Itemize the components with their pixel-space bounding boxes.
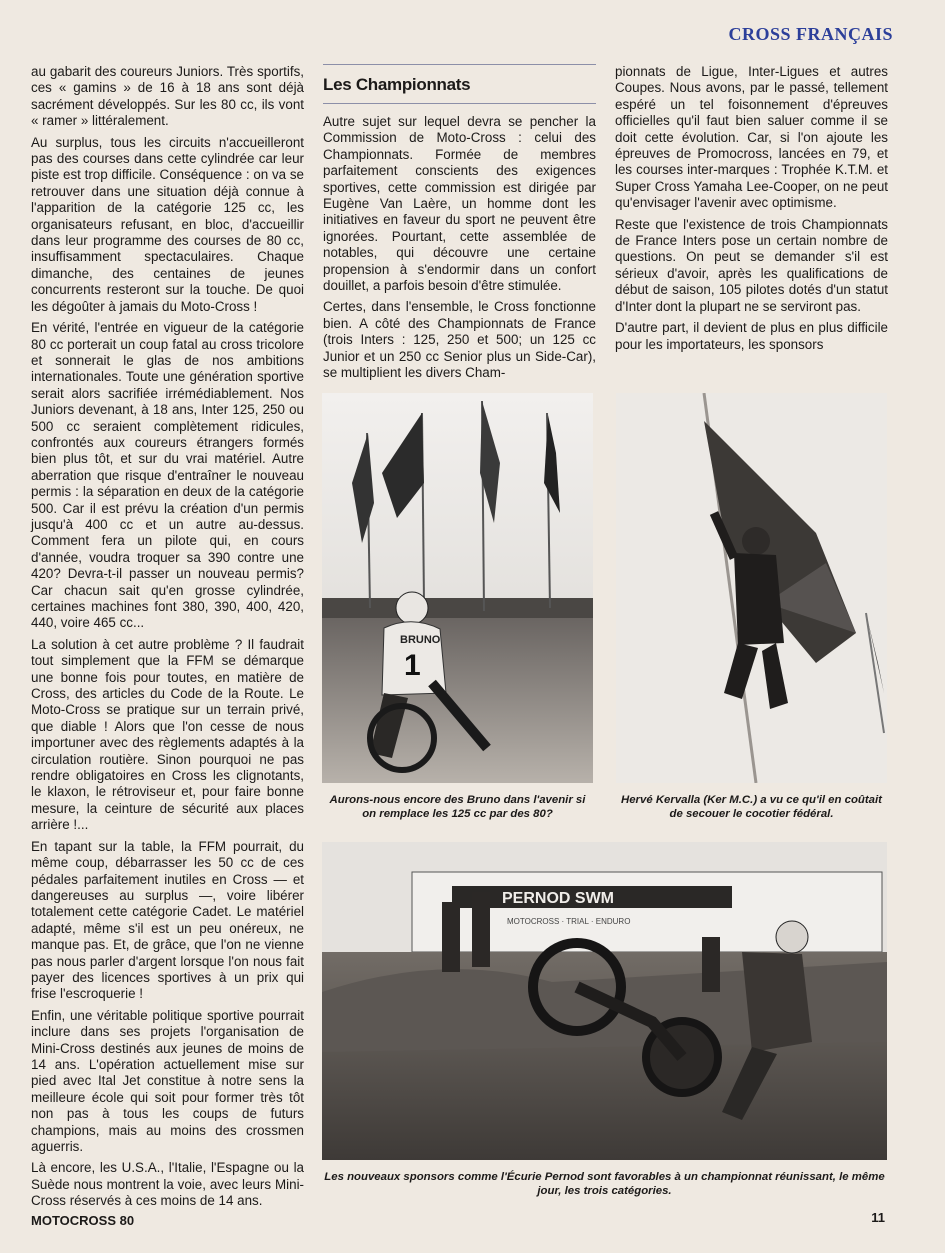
truck-subtext: MOTOCROSS · TRIAL · ENDURO <box>507 917 631 926</box>
article-column-1 <box>31 64 304 1215</box>
paragraph: Certes, dans l'ensemble, le Cross fonctionne bien. A côté des Championnats de France (trois Inters : 125, 250 et 500; un 125 cc Junior et un 250 cc Senior plus un Side-Car), se multiplient les divers Cham- <box>323 299 596 381</box>
paragraph: En vérité, l'entrée en vigueur de la catégorie 80 cc porterait un coup fatal au cross tricolore et sonnerait le glas de nos ambitions internationales. Toute une génération sportive serait alors sacrifiée irrémédiablement. Nos Juniors devenant, à 18 ans, Inter 125, 250 ou 500 cc seraient complètement ridicules, confrontés aux coureurs étrangers formés bien plus tôt, et sur du vrai matériel. Autre aberration que risque d'entraîner le nouveau permis : la séparation en deux de la catégorie 500. Car il est prévu la création d'un permis jusqu'à 400 cc et un autre au-dessus. Comment fera un pilote qui, en cours d'année, voudra troquer sa 390 contre une 420? Devra-t-il passer un nouveau permis? Car chacun sait qu'en grosse cylindrée, certaines machines font 380, 390, 400, 420, 440, voire 465 cc... <box>31 320 304 631</box>
paragraph: Au surplus, tous les circuits n'accueilleront pas des courses dans cette cylindrée car leur piste est trop difficile. Conséquence : on va se retrouver dans une situation déjà connue à l'apparition de la catégorie 125 cc, les organisateurs refusant, en bloc, d'accueillir dans leur programme des courses de 80 cc, insuffisamment spectaculaires. Chaque dimanche, des centaines de jeunes concurrents resteront sur la touche. De quoi les dégoûter à jamais du Moto-Cross ! <box>31 134 304 314</box>
photo-rider-bruno <box>322 393 593 783</box>
section-heading: Les Championnats <box>323 75 471 94</box>
photo-flagpole-climber <box>616 393 887 783</box>
photo-pernod-wheelie <box>322 842 887 1160</box>
paragraph: La solution à cet autre problème ? Il faudrait tout simplement que la FFM se démarque une bonne fois pour toutes, en matière de Cross, des articles du Code de la Route. Le Moto-Cross se pratique sur un terrain privé, que diable ! Alors que l'on cesse de nous importuner avec des règlements adaptés à la circulation routière. Sinon pourquoi ne pas rendre obligatoires en Cross les clignotants, le klaxon, le rétroviseur et, pour faire bonne mesure, la ceinture de sécurité aux places arrière !... <box>31 636 304 833</box>
article-column-2 <box>323 114 596 387</box>
paragraph: Là encore, les U.S.A., l'Italie, l'Espagne ou la Suède nous montrent la voie, avec leurs Mini-Cross réservés à ces moins de 14 ans. <box>31 1160 304 1209</box>
photo-caption: Aurons-nous encore des Bruno dans l'avenir si on remplace les 125 cc par des 80? <box>329 794 586 820</box>
paragraph: Reste que l'existence de trois Championnats de France Inters pose un certain nombre de questions. On peut se demander s'il est sérieux d'avoir, après les qualifications de début de saison, 105 pilotes dotés d'un statut d'Inter dont la plupart ne se serviront pas. <box>615 216 888 314</box>
paragraph: Autre sujet sur lequel devra se pencher la Commission de Moto-Cross : celui des Championnats. Formée de membres parfaitement conscients des exigences sportives, cette commission est dirigée par Eugène Van Laère, un homme dont les initiatives en faveur du sport ne peuvent être ignorées. Pourtant, cette assemblée de notables, qui découvre une certaine propension à s'endormir dans un confort douillet, a parfois besoin d'être stimulée. <box>323 114 596 294</box>
section-heading-box <box>323 64 596 104</box>
rider-name-text: BRUNO <box>400 634 441 646</box>
truck-sign-text: PERNOD SWM <box>502 890 614 907</box>
photo-caption: Les nouveaux sponsors comme l'Écurie Pernod sont favorables à un championnat réunissant, le même jour, les trois catégories. <box>324 1171 885 1197</box>
paragraph: au gabarit des coureurs Juniors. Très sportifs, ces « gamins » de 16 à 18 ans sont déjà sacrément développés. Sur les 80 cc, ils vont « ramer » littéralement. <box>31 64 304 129</box>
paragraph: Enfin, une véritable politique sportive pourrait inclure dans ses projets l'organisation de Mini-Cross destinés aux jeunes de moins de 14 ans. L'opération actuellement mise sur pied avec Ital Jet constitue à notre sens la meilleure école qui soit pour former très tôt non pas à tous les coups de futurs champions, mais au moins des crossmen aguerris. <box>31 1007 304 1154</box>
article-column-3 <box>615 64 888 358</box>
paragraph: D'autre part, il devient de plus en plus difficile pour les importateurs, les sponsors <box>615 320 888 352</box>
magazine-name: MOTOCROSS 80 <box>31 1213 135 1228</box>
rider-number-text: 1 <box>404 649 421 682</box>
photo-caption: Hervé Kervalla (Ker M.C.) a vu ce qu'il en coûtait de secouer le cocotier fédéral. <box>621 794 882 820</box>
section-label: CROSS FRANÇAIS <box>728 24 893 44</box>
page-number: 11 <box>871 1210 885 1225</box>
paragraph: pionnats de Ligue, Inter-Ligues et autres Coupes. Nous avons, par le passé, tellement espéré un tel foisonnement d'épreuves officielles qu'il faut bien saluer comme il se doit cette évolution. Car, si l'on ajoute les épreuves de Promocross, lancées en 79, et les courses inter-marques : Trophée K.T.M. et Super Cross Yamaha Lee-Cooper, on ne peut qu'envisager l'avenir avec optimisme. <box>615 64 888 211</box>
paragraph: En tapant sur la table, la FFM pourrait, du même coup, débarrasser les 50 cc de ces pédales parfaitement inutiles en Cross — et dangereuses au surplus —, voire libérer totalement cette catégorie Cadet. Le matériel adapté, même s'il est un peu onéreux, ne manque pas. Et, de grâce, que l'on ne vienne pas nous parler d'argent lorsque l'on nous fait payer des licences sportives à un prix qui frise l'escroquerie ! <box>31 838 304 1002</box>
